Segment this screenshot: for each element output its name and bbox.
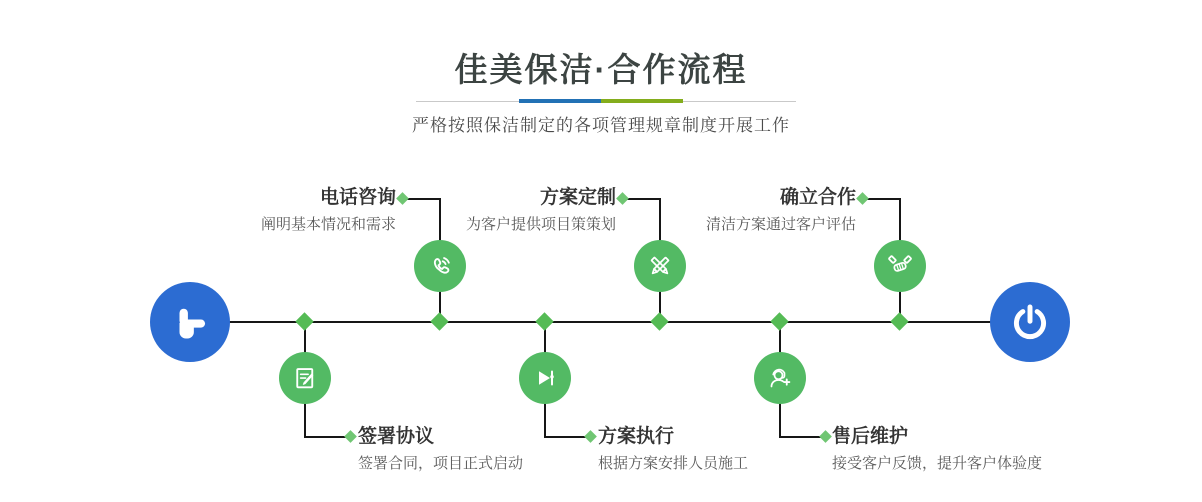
step-label-service [832, 426, 1042, 472]
step-title: 方案定制 [539, 187, 616, 208]
start-node [150, 282, 230, 362]
label-diamond [616, 192, 629, 205]
step-node-phone [414, 240, 466, 292]
customer-service-icon [765, 363, 795, 393]
junction-diamond [295, 312, 313, 330]
label-diamond [819, 430, 832, 443]
step-title: 电话咨询 [319, 187, 396, 208]
connector-elbow [779, 436, 823, 438]
step-desc: 根据方案安排人员施工 [598, 455, 749, 472]
step-desc: 签署合同，项目正式启动 [358, 455, 524, 472]
title-divider-blue-segment [519, 99, 601, 103]
junction-diamond [650, 312, 668, 330]
handshake-icon [885, 251, 915, 281]
design-tools-icon [645, 251, 675, 281]
label-diamond [584, 430, 597, 443]
connector-elbow [864, 198, 901, 200]
junction-diamond [430, 312, 448, 330]
step-desc: 为客户提供项目策策划 [465, 216, 616, 233]
end-node [990, 282, 1070, 362]
step-label-handshake [706, 187, 856, 233]
label-diamond [344, 430, 357, 443]
title-divider-green-segment [601, 99, 683, 103]
step-node-execute [519, 352, 571, 404]
step-desc: 清洁方案通过客户评估 [705, 216, 856, 233]
junction-diamond [890, 312, 908, 330]
step-title: 签署协议 [358, 426, 435, 447]
page-title: 佳美保洁·合作流程 [454, 51, 748, 88]
step-label-phone [261, 187, 396, 233]
connector-elbow [544, 436, 588, 438]
junction-diamond [770, 312, 788, 330]
connector-elbow [304, 436, 348, 438]
sign-document-icon [290, 363, 320, 393]
connector-elbow [404, 198, 441, 200]
label-diamond [396, 192, 409, 205]
step-desc: 阐明基本情况和需求 [260, 216, 396, 233]
step-label-design [466, 187, 616, 233]
junction-diamond [535, 312, 553, 330]
step-label-execute [598, 426, 748, 472]
label-diamond [856, 192, 869, 205]
power-icon [1008, 300, 1052, 344]
connector-elbow [624, 198, 661, 200]
step-node-handshake [874, 240, 926, 292]
step-node-service [754, 352, 806, 404]
step-title: 售后维护 [832, 426, 909, 447]
step-node-design [634, 240, 686, 292]
play-execute-icon [530, 363, 560, 393]
step-label-sign [358, 426, 523, 472]
phone-icon [425, 251, 455, 281]
step-title: 方案执行 [598, 426, 675, 447]
step-desc: 接受客户反馈，提升客户体验度 [832, 455, 1043, 472]
hand-pointer-icon [169, 301, 211, 343]
page-subtitle: 严格按照保洁制定的各项管理规章制度开展工作 [412, 116, 790, 135]
step-node-sign [279, 352, 331, 404]
step-title: 确立合作 [779, 187, 856, 208]
